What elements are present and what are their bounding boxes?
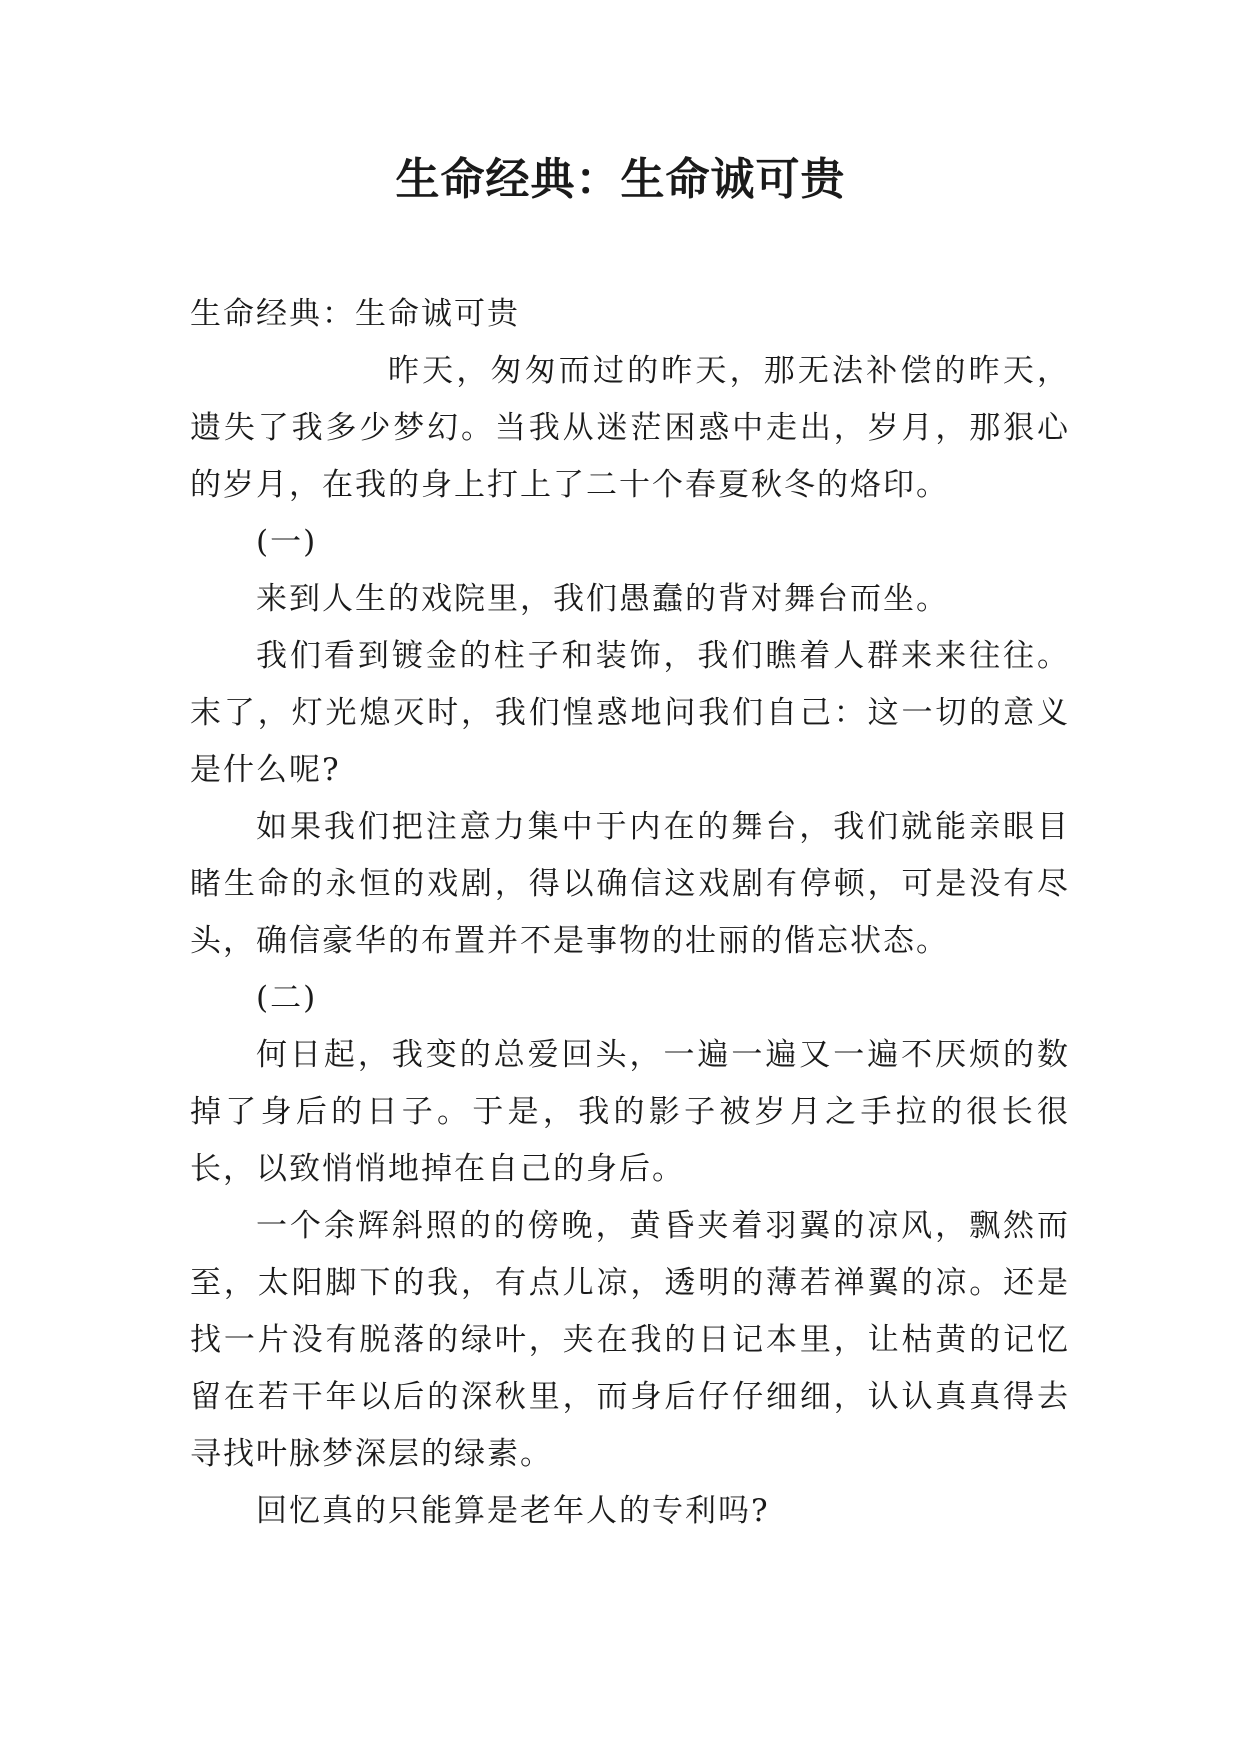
document-title: 生命经典：生命诚可贵 [395, 154, 846, 205]
section-heading-2: (二) [256, 980, 318, 1016]
paragraph-3: 我们看到镀金的柱子和装饰，我们瞧着人群来来往往。末了，灯光熄灭时，我们惶惑地问我们自己：这一切的意义是什么呢? [190, 638, 1070, 788]
section-heading-1: (一) [256, 524, 318, 560]
paragraph-5: 何日起，我变的总爱回头，一遍一遍又一遍不厌烦的数掉了身后的日子。于是，我的影子被岁月之手拉的很长很长，以致悄悄地掉在自己的身后。 [190, 1037, 1070, 1187]
paragraph-7: 回忆真的只能算是老年人的专利吗? [256, 1493, 770, 1529]
document-body [190, 286, 1070, 1540]
document-subtitle: 生命经典：生命诚可贵 [190, 296, 520, 332]
paragraph-4: 如果我们把注意力集中于内在的舞台，我们就能亲眼目睹生命的永恒的戏剧，得以确信这戏剧有停顿，可是没有尽头，确信豪华的布置并不是事物的壮丽的偕忘状态。 [190, 809, 1070, 959]
paragraph-1: 昨天，匆匆而过的昨天，那无法补偿的昨天，遗失了我多少梦幻。当我从迷茫困惑中走出，岁月，那狠心的岁月，在我的身上打上了二十个春夏秋冬的烙印。 [190, 353, 1070, 503]
paragraph-2: 来到人生的戏院里，我们愚蠢的背对舞台而坐。 [256, 581, 949, 617]
paragraph-6: 一个余辉斜照的的傍晚，黄昏夹着羽翼的凉风，飘然而至，太阳脚下的我，有点儿凉，透明的薄若禅翼的凉。还是找一片没有脱落的绿叶，夹在我的日记本里，让枯黄的记忆留在若干年以后的深秋里，而身后仔仔细细，认认真真得去寻找叶脉梦深层的绿素。 [190, 1208, 1070, 1472]
